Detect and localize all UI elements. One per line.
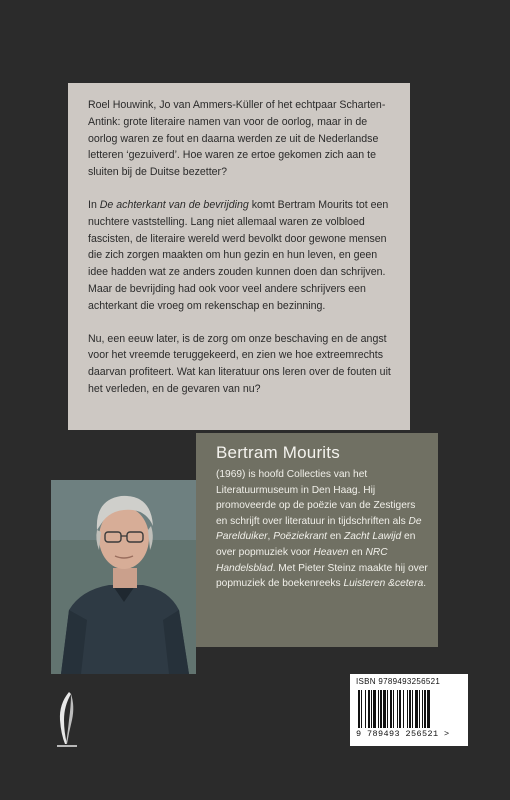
barcode-bar [427, 690, 430, 728]
blurb-paragraph-3 [88, 331, 394, 398]
barcode-bar [368, 690, 370, 728]
isbn-label: ISBN 9789493256521 [356, 677, 441, 686]
blurb-box [68, 83, 410, 430]
barcode-bar [412, 690, 413, 728]
magazine-name: De Parelduiker [216, 515, 422, 543]
barcode-bar [358, 690, 360, 728]
barcode-bar [390, 690, 392, 728]
barcode-bar [393, 690, 394, 728]
bio-text-2: en over popmuziek voor [216, 531, 416, 558]
barcode-bar [380, 690, 382, 728]
barcode-bar [422, 690, 423, 728]
bio-text-3: . Met Pieter Steinz maakte hij over popmuziek de boekenreeks [216, 562, 428, 590]
barcode-bars [356, 690, 462, 728]
magazine-name: NRC Handelsblad [216, 546, 388, 574]
blurb-text-1: Roel Houwink, Jo van Ammers-Küller of het echtpaar Scharten-Antink: grote literaire namen van voor de oorlog, maar in de oorlog waren ze fout en daarna werden ze uit de Nederlandse letteren ‘gezuiverd’. Hoe waren ze ertoe gekomen zich aan te sluiten bij de Duitse bezetter? [88, 99, 386, 179]
blurb-text-2: komt Bertram Mourits tot een nuchtere vaststelling. Lang niet allemaal waren ze volbloed fascisten, de literaire wereld werd bevolkt door gewone mensen die zich zorgen maakten om hun gezin en hun leven, en geen idee hadden wat ze anders zouden kunnen doen dan schrijven. Maar de bevrijding had ook voor veel andere schrijvers een achterkant die vroeg om rekenschap en bezinning. [88, 198, 389, 312]
barcode-bar [399, 690, 401, 728]
barcode-bar [383, 690, 386, 728]
barcode-bar [371, 690, 372, 728]
blurb-paragraph-2 [88, 197, 394, 315]
barcode-bar [373, 690, 376, 728]
barcode-bar [397, 690, 398, 728]
barcode-bar [365, 690, 366, 728]
isbn-barcode [350, 674, 468, 746]
author-photo [51, 480, 196, 674]
barcode-bar [409, 690, 411, 728]
barcode-bar [419, 690, 420, 728]
book-series-name: Luisteren &cetera [343, 578, 424, 590]
quill-logo-icon [55, 690, 79, 748]
bio-separator: , [267, 531, 274, 543]
barcode-bar [403, 690, 404, 728]
barcode-bar [415, 690, 418, 728]
bio-separator: en [348, 546, 366, 558]
barcode-bar [361, 690, 362, 728]
barcode-bar [378, 690, 379, 728]
magazine-name: Poëziekrant [273, 531, 328, 543]
blurb-paragraph-1 [88, 97, 394, 181]
bio-separator: en [327, 531, 345, 543]
author-name: Bertram Mourits [216, 443, 340, 462]
magazine-name: Zacht Lawijd [344, 531, 402, 543]
barcode-bar [387, 690, 388, 728]
author-bio-box [196, 433, 438, 647]
author-portrait-image [51, 480, 196, 674]
barcode-bar [424, 690, 426, 728]
blurb-text-3: Nu, een eeuw later, is de zorg om onze beschaving en de angst voor het vreemde teruggekeerd, en zien we hoe extreemrechts daarvan profiteert. Wat kan literatuur ons leren over de fouten uit het verleden, en de gevaren van nu? [88, 332, 391, 395]
barcode-bar [407, 690, 408, 728]
isbn-digits: 9 789493 256521 > [356, 729, 450, 739]
blurb-prefix-2: In [88, 198, 100, 211]
author-bio [216, 467, 428, 592]
book-title-italic: De achterkant van de bevrijding [99, 198, 249, 211]
bio-text-1: (1969) is hoofd Collecties van het Literatuurmuseum in Den Haag. Hij promoveerde op de poëzie van de Zestigers en schrijft over literatuur in tijdschriften als [216, 469, 416, 527]
bio-end: . [423, 578, 427, 590]
magazine-name: Heaven [313, 546, 349, 558]
